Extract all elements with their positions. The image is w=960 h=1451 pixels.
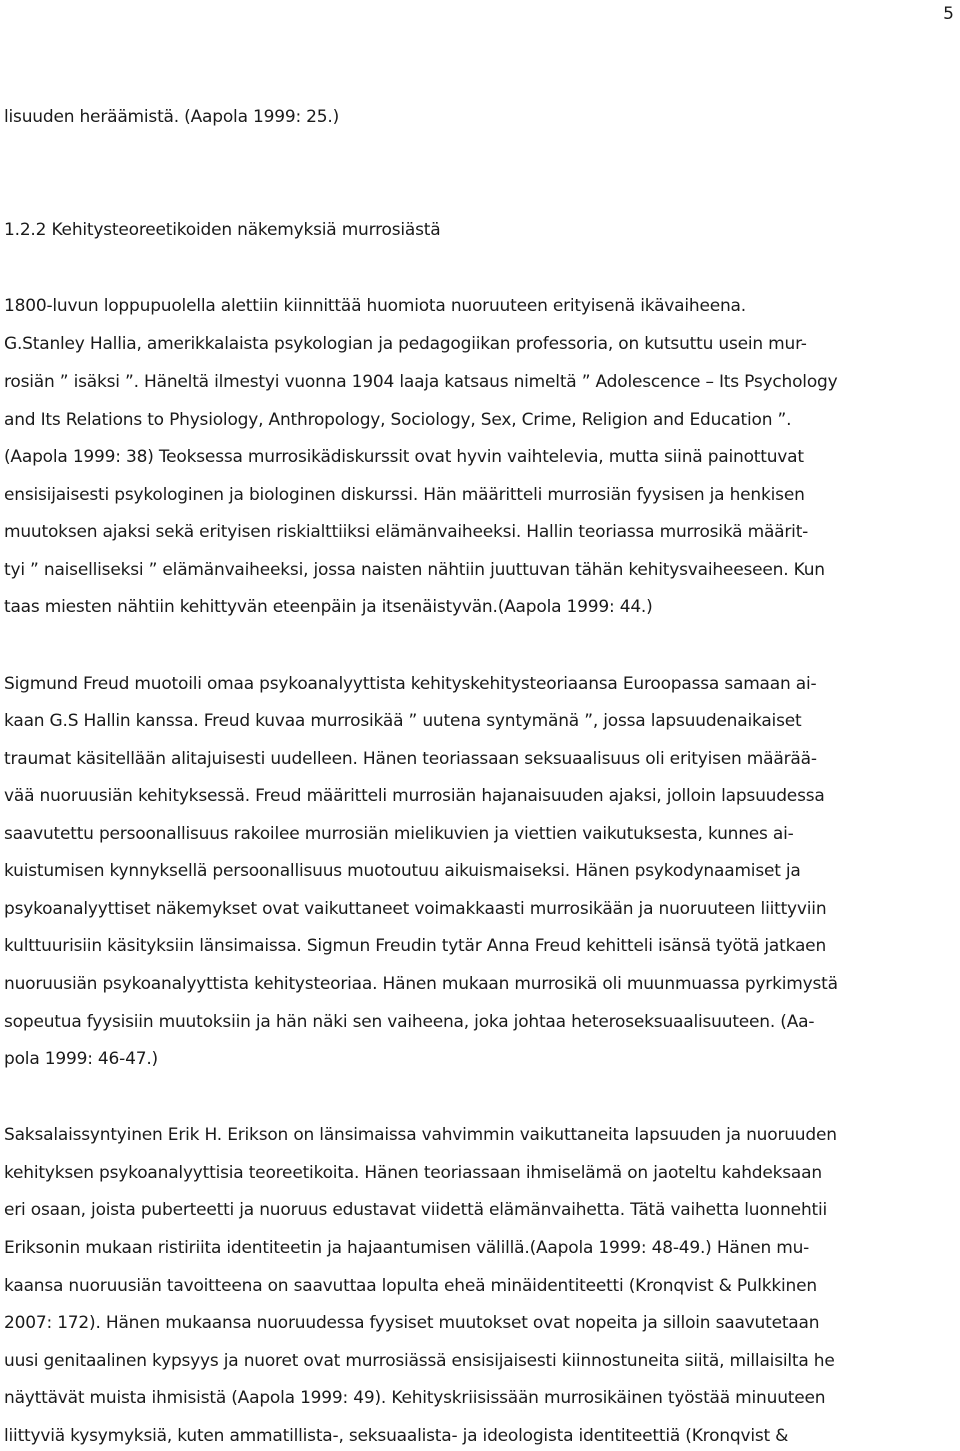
text-line: 1800-luvun loppupuolella alettiin kiinnittää huomiota nuoruuteen erityisenä ikävaiheena. bbox=[4, 296, 746, 316]
text-line: uusi genitaalinen kypsyys ja nuoret ovat murrosiässä ensisijaisesti kiinnostuneita siitä, millaisilta he bbox=[4, 1351, 835, 1371]
text-line: taas miesten nähtiin kehittyvän eteenpäin ja itsenäistyvän.(Aapola 1999: 44.) bbox=[4, 597, 653, 617]
text-line: Eriksonin mukaan ristiriita identiteetin ja hajaantumisen välillä.(Aapola 1999: 48-49.) Hänen mu- bbox=[4, 1238, 810, 1258]
text-line: traumat käsitellään alitajuisesti uudelleen. Hänen teoriassaan seksuaalisuus oli erityisen määrää- bbox=[4, 749, 817, 769]
text-line: sopeutua fyysisiin muutoksiin ja hän näki sen vaiheena, joka johtaa heteroseksuaalisuuteen. (Aa- bbox=[4, 1012, 815, 1032]
text-line: kaan G.S Hallin kanssa. Freud kuvaa murrosikää ” uutena syntymänä ”, jossa lapsuudenaikaiset bbox=[4, 711, 802, 731]
text-line: and Its Relations to Physiology, Anthropology, Sociology, Sex, Crime, Religion and Education ”. bbox=[4, 410, 792, 430]
text-line: eri osaan, joista puberteetti ja nuoruus edustavat viidettä elämänvaihetta. Tätä vaihetta luonnehtii bbox=[4, 1200, 828, 1220]
text-line: lisuuden heräämistä. (Aapola 1999: 25.) bbox=[4, 107, 340, 127]
text-line: G.Stanley Hallia, amerikkalaista psykologian ja pedagogiikan professoria, on kutsuttu usein mur- bbox=[4, 334, 807, 354]
text-line: 2007: 172). Hänen mukaansa nuoruudessa fyysiset muutokset ovat nopeita ja silloin saavutetaan bbox=[4, 1313, 820, 1333]
text-line: vää nuoruusiän kehityksessä. Freud määritteli murrosiän hajanaisuuden ajaksi, jolloin lapsuudessa bbox=[4, 786, 825, 806]
text-line: kehityksen psykoanalyyttisia teoreetikoita. Hänen teoriassaan ihmiselämä on jaoteltu kahdeksaan bbox=[4, 1163, 822, 1183]
page-number: 5 bbox=[943, 4, 954, 24]
text-line: liittyviä kysymyksiä, kuten ammatillista-, seksuaalista- ja ideologista identiteettiä (Kronqvist & bbox=[4, 1426, 789, 1446]
text-line: ensisijaisesti psykologinen ja biologinen diskurssi. Hän määritteli murrosiän fyysisen ja henkisen bbox=[4, 485, 805, 505]
text-line: kaansa nuoruusiän tavoitteena on saavuttaa lopulta eheä minäidentiteetti (Kronqvist & Pulkkinen bbox=[4, 1276, 817, 1296]
text-line: Saksalaissyntyinen Erik H. Erikson on länsimaissa vahvimmin vaikuttaneita lapsuuden ja nuoruuden bbox=[4, 1125, 837, 1145]
text-line: rosiän ” isäksi ”. Häneltä ilmestyi vuonna 1904 laaja katsaus nimeltä ” Adolescence – Its Psychology bbox=[4, 372, 838, 392]
section-heading: 1.2.2 Kehitysteoreetikoiden näkemyksiä murrosiästä bbox=[4, 220, 441, 240]
text-line: nuoruusiän psykoanalyyttista kehitysteoriaa. Hänen mukaan murrosikä oli muunmuassa pyrkimystä bbox=[4, 974, 838, 994]
text-line: näyttävät muista ihmisistä (Aapola 1999: 49). Kehityskriisissään murrosikäinen työstää minuuteen bbox=[4, 1388, 826, 1408]
text-line: pola 1999: 46-47.) bbox=[4, 1049, 158, 1069]
text-line: kulttuurisiin käsityksiin länsimaissa. Sigmun Freudin tytär Anna Freud kehitteli isänsä työtä jatkaen bbox=[4, 936, 827, 956]
text-line: muutoksen ajaksi sekä erityisen riskialttiiksi elämänvaiheeksi. Hallin teoriassa murrosikä määrit- bbox=[4, 522, 809, 542]
text-line: Sigmund Freud muotoili omaa psykoanalyyttista kehityskehitysteoriaansa Euroopassa samaan ai- bbox=[4, 674, 817, 694]
text-line: (Aapola 1999: 38) Teoksessa murrosikädiskurssit ovat hyvin vaihtelevia, mutta siinä painottuvat bbox=[4, 447, 804, 467]
text-line: saavutettu persoonallisuus rakoilee murrosiän mielikuvien ja viettien vaikutuksesta, kunnes ai- bbox=[4, 824, 794, 844]
text-line: psykoanalyyttiset näkemykset ovat vaikuttaneet voimakkaasti murrosikään ja nuoruuteen liittyviin bbox=[4, 899, 827, 919]
text-line: tyi ” naiselliseksi ” elämänvaiheeksi, jossa naisten nähtiin juuttuvan tähän kehitysvaiheeseen. Kun bbox=[4, 560, 825, 580]
text-line: kuistumisen kynnyksellä persoonallisuus muotoutuu aikuismaiseksi. Hänen psykodynaamiset ja bbox=[4, 861, 801, 881]
